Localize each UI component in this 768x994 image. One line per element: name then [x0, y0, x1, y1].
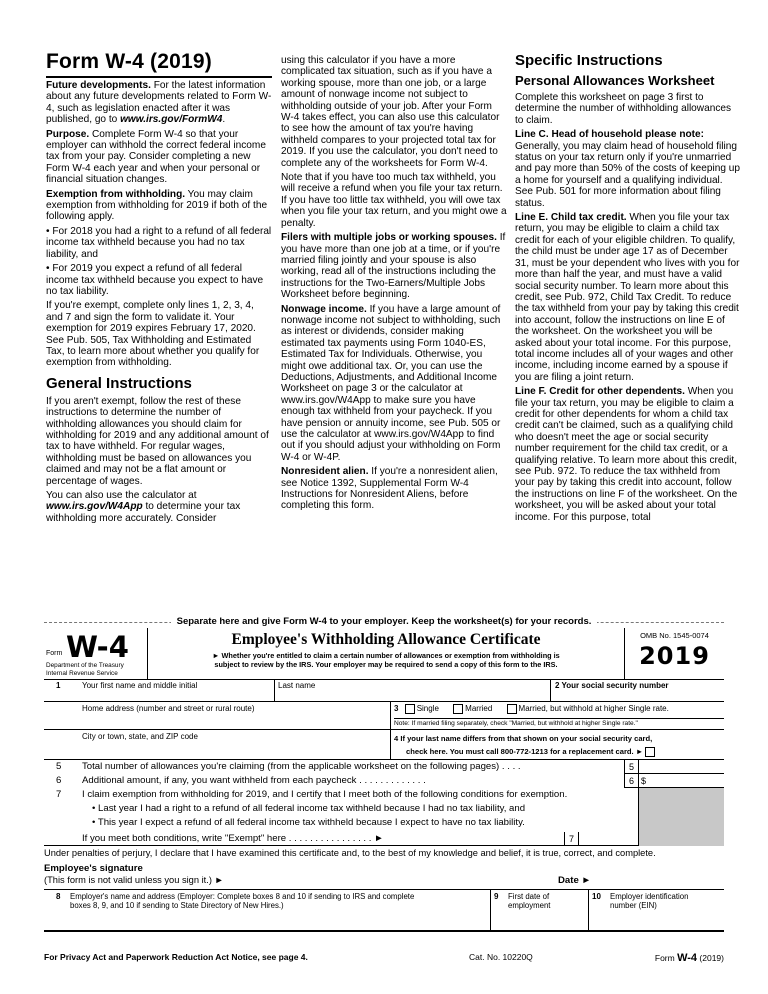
first-date-field[interactable]: [496, 914, 584, 930]
first-name-label: Your first name and middle initial: [82, 681, 198, 690]
line-8-text-a: Employer's name and address (Employer: Complete boxes 8 and 10 if sending to IRS and complete: [70, 892, 415, 901]
line-6-box-number: 6: [624, 774, 638, 788]
line-8-number: 8: [56, 892, 61, 901]
page-footer: [44, 952, 724, 964]
certificate-title-block: [148, 628, 624, 680]
last-name-field[interactable]: [280, 690, 546, 701]
married-checkbox[interactable]: [453, 704, 463, 714]
line-6-number: 6: [56, 775, 62, 786]
line-7-number: 7: [56, 789, 62, 800]
line-7-exempt-text: If you meet both conditions, write "Exempt" here . . . . . . . . . . . . . . . . ►: [82, 833, 384, 844]
employer-divider-1: [490, 890, 491, 932]
column-1-paragraph: Purpose. Complete Form W-4 so that your employer can withhold the correct federal income tax from your pay. Consider completing a new Form W-4 each year and when your personal or financial situation changes.: [46, 128, 266, 186]
line-5-text: Total number of allowances you're claiming (from the applicable worksheet on the following pages) . . . .: [82, 761, 521, 772]
subtitle-line-2: subject to review by the IRS. Your employer may be required to send a copy of this form to the IRS.: [214, 660, 558, 669]
signature-note: (This form is not valid unless you sign it.) ►: [44, 875, 224, 885]
single-label: Single: [416, 704, 439, 714]
specific-instructions-heading: Specific Instructions: [515, 52, 663, 69]
married-label: Married: [465, 704, 493, 714]
line-5: [44, 760, 724, 774]
form-id-block: [44, 628, 148, 680]
line-6: [44, 774, 724, 788]
name-row: [44, 680, 724, 702]
paragraph-link[interactable]: www.irs.gov/W4App: [46, 501, 143, 513]
line-7: [44, 788, 624, 802]
employer-divider-2: [588, 890, 589, 932]
line-7-text: I claim exemption from withholding for 2019, and I certify that I meet both of the following conditions for exemption.: [82, 789, 568, 800]
signature-field[interactable]: [244, 868, 544, 886]
certificate-header: [44, 628, 724, 680]
column-1-paragraph: Exemption from withholding. You may claim exemption from withholding for 2019 if both of the following apply.: [46, 188, 268, 223]
column-2-paragraph: using this calculator if you have a more complicated tax situation, such as if you have a working spouse, more than one job, or a large amount of nonwage income not subject to withholding outside of your job. After your Form W-4 takes effect, you can also use this calculator to see how the amount of tax you're having withheld compares to your projected total tax for 2019. If you use the calculator, you don't need to complete any of the worksheets for Form W-4.: [281, 55, 500, 169]
employer-name-field[interactable]: [70, 912, 486, 930]
column-3-paragraph: Line F. Credit for other dependents. When you file your tax return, you may be eligible to claim a credit for other dependents for whom a child tax credit can't be claimed, such as a qualifying child who doesn't meet the age or social security number requirement for the child tax credit, or a qualifying relative. To learn more about this credit, see Pub. 972. To reduce the tax withheld from your pay by taking this credit into account, follow the instructions on line F of the worksheet. On the worksheet, you will be asked about your total income. For this purpose, total: [515, 386, 738, 523]
name-differs-checkbox[interactable]: [645, 747, 655, 757]
paragraph-lead: Nonwage income.: [281, 303, 367, 315]
column-2-paragraph: Note that if you have too much tax withheld, you will receive a refund when you file your tax return. If you have too little tax withheld, you will owe tax when you file your tax return, and you might owe a penalty.: [281, 172, 507, 229]
line-9-number: 9: [494, 892, 499, 901]
ssn-field[interactable]: [556, 690, 720, 701]
withholding-certificate: [44, 628, 724, 932]
line-7-box-number: 7: [564, 832, 578, 846]
city-label: City or town, state, and ZIP code: [82, 732, 198, 741]
city-field[interactable]: [84, 742, 384, 756]
additional-amount-field[interactable]: $: [638, 774, 724, 788]
last-name-differs-block: [394, 732, 657, 758]
married-filing-note: Note: If married filing separately, check "Married, but withhold at higher Single rate.": [394, 718, 724, 727]
instructions-column-1: [46, 80, 272, 527]
general-instructions-heading: General Instructions: [46, 374, 192, 392]
omb-number: OMB No. 1545-0074: [640, 631, 709, 640]
line-5-box-number: 5: [624, 760, 638, 774]
allowance-lines: [44, 760, 724, 832]
omb-year-block: [624, 628, 724, 680]
ssn-label: 2 Your social security number: [555, 681, 669, 690]
line-1-number: 1: [56, 681, 61, 690]
line-10-number: 10: [592, 892, 601, 901]
catalog-number: Cat. No. 10220Q: [469, 952, 533, 962]
column-2-paragraph: Nonwage income. If you have a large amount of nonwage income not subject to withholding, such as interest or dividends, consider making estimated tax payments using Form 1040-ES, Estimated Tax for Individuals. Otherwise, you might owe additional tax. Or, you can use the Deductions, Adjustments, and Additional Income Worksheet on page 3 or the calculator at www.irs.gov/W4App to make sure you have enough tax withheld from your paycheck. If you have pension or annuity income, see Pub. 505 or use the calculator at www.irs.gov/W4App to find out if you should adjust your withholding on Form W-4 or W-4P.: [281, 303, 501, 463]
tax-year: 2019: [639, 642, 710, 670]
column-2-paragraph: Filers with multiple jobs or working spouses. If you have more than one job at a time, or if you're married filing jointly and your spouse is also working, read all of the instructions including the instructions for the Two-Earners/Multiple Jobs Worksheet before beginning.: [281, 232, 506, 301]
line-4-text-b-wrap: [394, 745, 657, 758]
line-5-number: 5: [56, 761, 62, 772]
form-word: Form: [46, 650, 63, 657]
form-ref-code: W-4: [677, 952, 698, 964]
ssn-divider: [550, 680, 551, 702]
signature-row: [44, 846, 724, 890]
form-reference: [655, 952, 724, 964]
title-rule: [46, 76, 272, 78]
form-ref-year: (2019): [699, 953, 724, 963]
line-4-text-a: 4 If your last name differs from that shown on your social security card,: [394, 734, 653, 743]
line-4-text-b: check here. You must call 800-772-1213 for a replacement card. ►: [406, 747, 644, 756]
filing-status-options: [394, 704, 669, 714]
column-1-paragraph: If you're exempt, complete only lines 1, 2, 3, 4, and 7 and sign the form to validate it. Your exemption for 2019 expires February 17, 2020. See Pub. 505, Tax Withholding and Estimated Tax, to learn more about whether you qualify for exemption from withholding.: [46, 300, 260, 369]
first-name-field[interactable]: [84, 690, 270, 701]
line-9-text: First date of employment: [508, 892, 551, 910]
form-ref-word: Form: [654, 953, 675, 963]
line-10-text: Employer identification number (EIN): [610, 892, 689, 910]
line-7-bullet-1: [54, 802, 624, 816]
allowances-field[interactable]: [638, 760, 724, 774]
paragraph-lead: Purpose.: [46, 128, 90, 140]
line-7-bullet-1-text: • Last year I had a right to a refund of all federal income tax withheld because I had no tax liability, and: [92, 803, 526, 814]
department-block: [46, 662, 124, 677]
column-1-paragraph: • For 2018 you had a right to a refund of all federal income tax withheld because you had no tax liability, and: [46, 225, 272, 260]
department-name: Department of the Treasury: [46, 662, 124, 669]
separate-here-line: [44, 616, 724, 628]
paragraph-lead: Line E. Child tax credit.: [515, 212, 627, 224]
paragraph-lead: Future developments.: [46, 80, 151, 91]
subtitle-line-1: ► Whether you're entitled to claim a certain number of allowances or exemption from withholding is: [212, 651, 560, 660]
home-address-label: Home address (number and street or rural route): [82, 704, 255, 713]
ein-field[interactable]: [594, 914, 720, 930]
employer-name-block: [56, 892, 415, 910]
shaded-area-bottom: [638, 832, 724, 846]
paragraph-lead: Line C. Head of household please note:: [515, 129, 704, 141]
single-checkbox[interactable]: [405, 704, 415, 714]
column-3-paragraph: Complete this worksheet on page 3 first to determine the number of withholding allowances to claim.: [515, 92, 732, 126]
general-paragraph: If you aren't exempt, follow the rest of these instructions to determine the number of withholding allowances you should claim for withholding for 2019 and any additional amount of tax to have withheld. For regular wages, withholding must be based on allowances you claimed and may not be a flat amount or percentage of wages.: [46, 395, 269, 487]
date-field[interactable]: [604, 874, 722, 888]
line-7-bullet-2-text: • This year I expect a refund of all federal income tax withheld because I expect to have no tax liability.: [92, 817, 525, 828]
paragraph-lead: Exemption from withholding.: [46, 188, 186, 200]
address-row: [44, 702, 724, 730]
privacy-notice: For Privacy Act and Paperwork Reduction Act Notice, see page 4.: [44, 952, 308, 962]
column-2-paragraph: Nonresident alien. If you're a nonresident alien, see Notice 1392, Supplemental Form W-4 Instructions for Nonresident Aliens, before completing this form.: [281, 466, 498, 512]
employer-row: [44, 890, 724, 932]
column-3-paragraph: Line E. Child tax credit. When you file your tax return, you may be eligible to claim a child tax credit for each of your eligible children. To qualify, the child must be under age 17 as of December 31, must be your dependent who lives with you for more than half the year, and must have a valid social security number. To learn more about this credit, see Pub. 972, Child Tax Credit. To reduce the tax withheld from your pay by taking this credit into account, follow the instructions on line E of the worksheet. On the worksheet you will be asked about your total income. For this purpose, total income includes all of your wages and other income, including income earned by a spouse if you are filing a joint return.: [515, 212, 740, 383]
home-address-field[interactable]: [84, 714, 384, 728]
form-code: W-4: [66, 630, 129, 664]
line-3-number: 3: [394, 704, 399, 714]
married-higher-single-label: Married, but withhold at higher Single rate.: [518, 704, 669, 714]
paragraph-link[interactable]: www.irs.gov/FormW4: [120, 114, 223, 126]
certificate-subtitle: [148, 651, 624, 669]
ein-block: [592, 892, 722, 910]
signature-label: Employee's signature: [44, 863, 143, 874]
column-1-paragraph: • For 2019 you expect a refund of all federal income tax withheld because you expect to have no tax liability.: [46, 263, 264, 297]
column-1-paragraph: Future developments. For the latest information about any future developments related to Form W-4, such as legislation enacted after it was published, go to www.irs.gov/FormW4.: [46, 80, 272, 126]
date-label: Date ►: [558, 875, 591, 886]
address-divider: [390, 702, 391, 730]
paragraph-lead: Nonresident alien.: [281, 466, 369, 478]
column-3-paragraph: Line C. Head of household please note: Generally, you may claim head of household filing status on your tax return only if you're unmarried and pay more than 50% of the costs of keeping up a home for yourself and a qualifying individual. See Pub. 501 for more information about filing status.: [515, 129, 741, 209]
line-6-text: Additional amount, if any, you want withheld from each paycheck . . . . . . . . . . . . .: [82, 775, 426, 786]
paragraph-lead: Filers with multiple jobs or working spouses.: [281, 232, 497, 244]
shaded-area: [638, 788, 724, 832]
first-date-block: [494, 892, 590, 910]
exempt-row: [44, 832, 724, 846]
line-7-bullet-2: [54, 816, 624, 830]
last-name-label: Last name: [278, 681, 316, 690]
instructions-title: Form W-4 (2019): [46, 50, 212, 73]
city-row: [44, 730, 724, 760]
city-divider: [390, 730, 391, 760]
name-divider: [274, 680, 275, 702]
certificate-title: Employee's Withholding Allowance Certificate: [231, 631, 541, 648]
exempt-field[interactable]: [578, 832, 624, 846]
married-higher-single-checkbox[interactable]: [507, 704, 517, 714]
general-paragraph: You can also use the calculator at www.irs.gov/W4App to determine your tax withholding more accurately. Consider: [46, 490, 241, 524]
instructions-column-3: [515, 52, 741, 526]
irs-name: Internal Revenue Service: [46, 669, 118, 677]
worksheet-heading: Personal Allowances Worksheet: [515, 73, 715, 88]
paragraph-lead: Line F. Credit for other dependents.: [515, 386, 685, 398]
separate-here-text: Separate here and give Form W-4 to your employer. Keep the worksheet(s) for your records.: [171, 616, 598, 627]
perjury-statement: Under penalties of perjury, I declare that I have examined this certificate and, to the best of my knowledge and belief, it is true, correct, and complete.: [44, 848, 656, 858]
line-8-text-b: boxes 8, 9, and 10 if sending to State Directory of New Hires.): [70, 901, 284, 910]
instructions-column-2: [281, 55, 507, 515]
